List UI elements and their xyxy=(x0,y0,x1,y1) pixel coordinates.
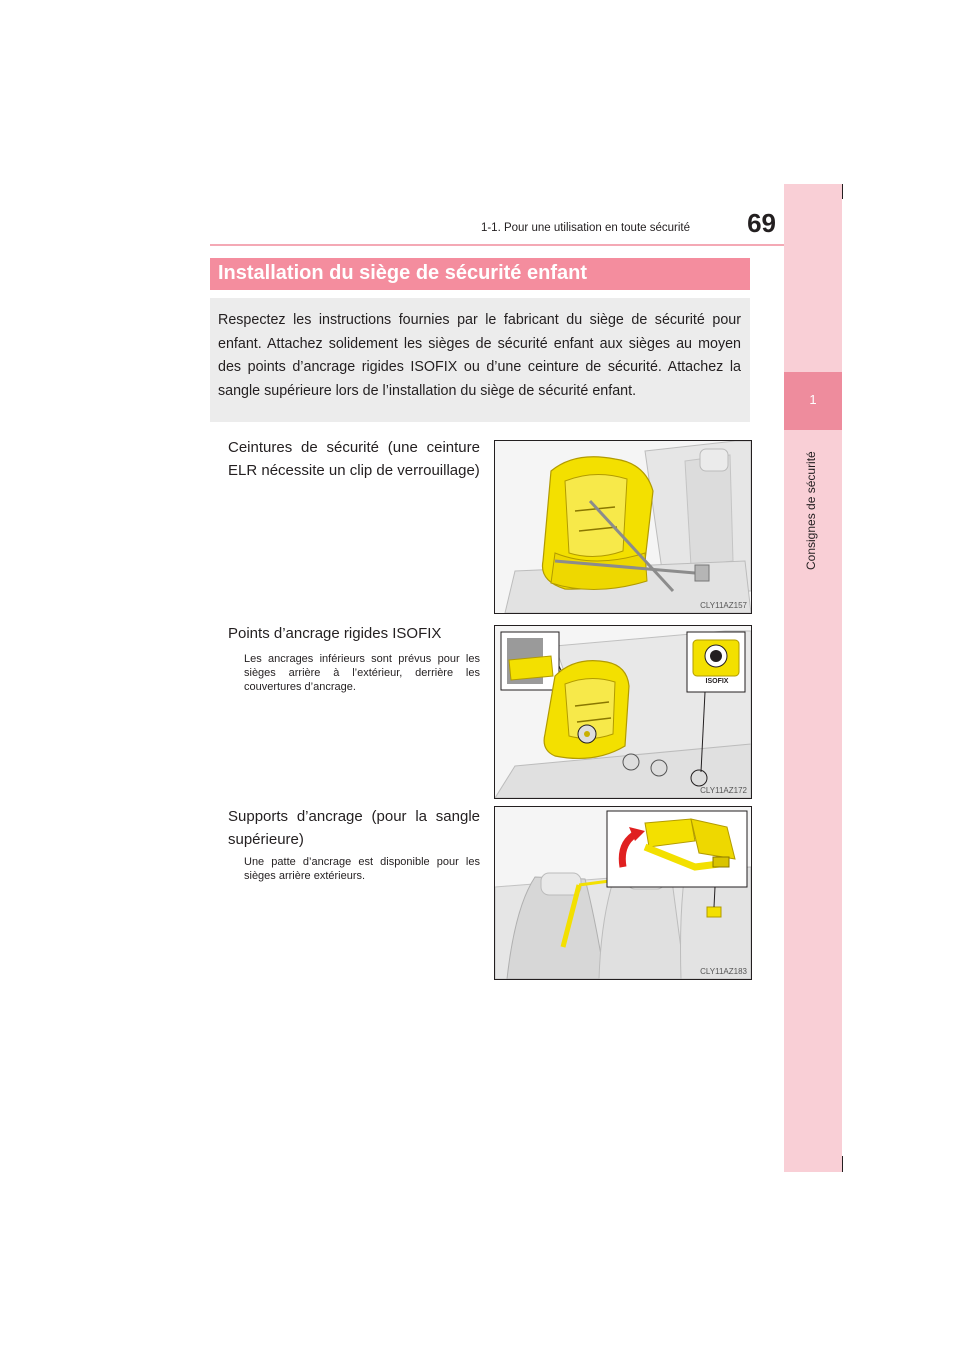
crop-mark xyxy=(842,184,843,198)
section-title: Installation du siège de sécurité enfant xyxy=(218,262,587,284)
figure-code: CLY11AZ157 xyxy=(700,601,747,610)
chapter-number: 1 xyxy=(809,392,817,407)
section-title-bar xyxy=(210,258,750,290)
figure-isofix-anchors xyxy=(494,625,752,799)
intro-box xyxy=(210,298,750,422)
isofix-illustration xyxy=(495,626,751,798)
top-tether-illustration xyxy=(495,807,751,979)
seatbelt-child-seat-illustration xyxy=(495,441,751,613)
item-top-tether-note: Une patte d’ancrage est disponible pour les sièges arrière extérieurs. xyxy=(244,856,480,882)
header-divider xyxy=(210,244,842,246)
item-isofix-note: Les ancrages inférieurs sont prévus pour les sièges arrière à l’extérieur, derrière les couvertures d’ancrage. xyxy=(244,653,480,693)
figure-code: CLY11AZ183 xyxy=(700,967,747,976)
chapter-title-vertical xyxy=(800,430,826,580)
isofix-figure-label: ISOFIX xyxy=(705,678,729,685)
item-seatbelts-title: Ceintures de sécurité (une ceinture ELR nécessite un clip de verrouillage) xyxy=(228,439,480,479)
page-number: 69 xyxy=(747,208,776,238)
crop-mark xyxy=(842,1156,843,1172)
figure-seatbelt-child-seat xyxy=(494,440,752,614)
chapter-side-tab xyxy=(784,184,842,1172)
running-header: 1-1. Pour une utilisation en toute sécurité xyxy=(480,222,690,234)
figure-top-tether-anchor xyxy=(494,806,752,980)
item-isofix-title: Points d’ancrage rigides ISOFIX xyxy=(228,625,442,642)
item-top-tether-title: Supports d’ancrage (pour la sangle supérieure) xyxy=(228,808,480,848)
intro-text: Respectez les instructions fournies par le fabricant du siège de sécurité pour enfant. Attachez solidement les sièges de sécurité enfant aux sièges au moyen des points d’ancrage rigides ISOFIX ou d’une ceinture de sécurité. Attachez la sangle supérieure lors de l’installation du siège de sécurité enfant. xyxy=(218,312,741,399)
figure-code: CLY11AZ172 xyxy=(700,786,747,795)
chapter-title: Consignes de sécurité xyxy=(804,451,818,570)
